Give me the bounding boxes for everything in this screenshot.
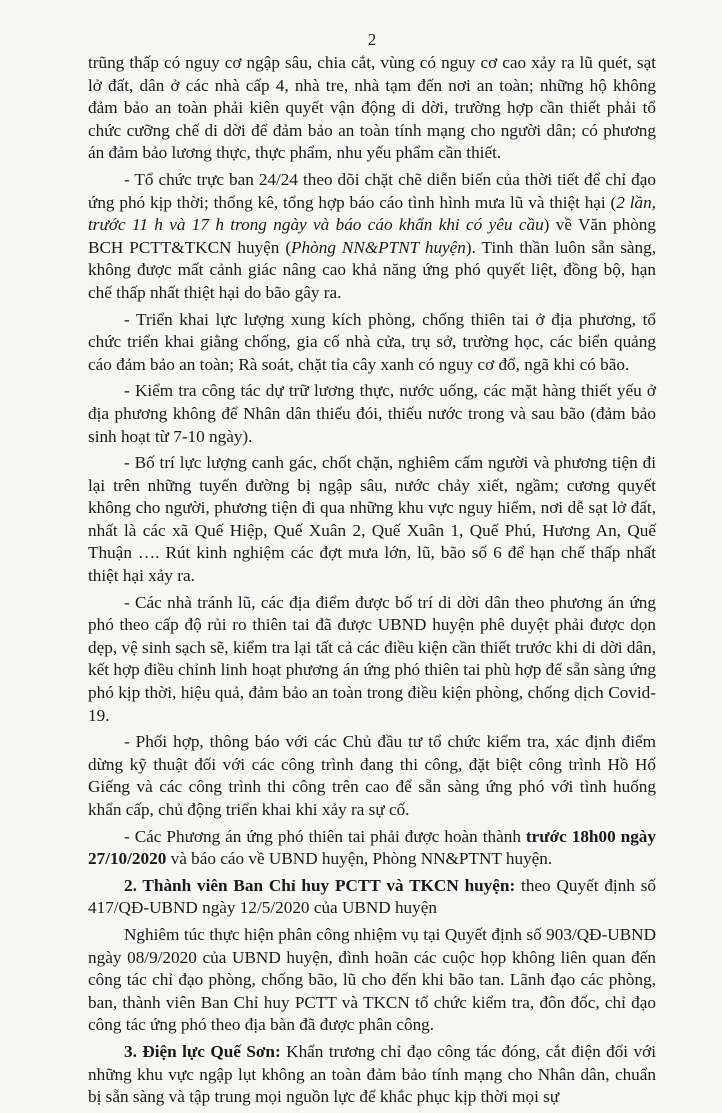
paragraph-text: trũng thấp có nguy cơ ngập sâu, chia cắt, vùng có nguy cơ cao xảy ra lũ quét, sạt lở đất, dân ở các nhà cấp 4, nhà tre, nhà tạm đến nơi an toàn; những hộ không đảm bảo an toàn phải kiên quyết vận động di dời, trường hợp cần thiết phải tổ chức cưỡng chế di dời để đảm bảo an toàn tính mạng cho người dân; có phương án đảm bảo lương thực, thực phẩm, nhu yếu phẩm cần thiết. xyxy=(88,53,656,163)
paragraph-duty-watch xyxy=(88,169,656,305)
paragraph-shelters xyxy=(88,592,656,728)
bold-deadline: trước 18h00 ngày 27/10/2020 xyxy=(88,826,656,869)
paragraph-text: - Triển khai lực lượng xung kích phòng, chống thiên tai ở địa phương, tổ chức triển khai giằng chống, gia cố nhà cửa, trụ sở, trường học, các biển quảng cáo đảm bảo an toàn; Rà soát, chặt tỉa cây xanh có nguy cơ đổ, ngã khi có bão. xyxy=(88,309,656,374)
paragraph-text: - Phối hợp, thông báo với các Chủ đầu tư tổ chức kiểm tra, xác định điểm dừng kỹ thuật đối với các công trình đang thi công, đặt biệt công trình Hồ Hố Giếng và các công trình thi công trên cao để sẵn sàng ứng phó với tình huống khẩn cấp, chủ động triển khai khi xảy ra sự cố. xyxy=(88,732,656,819)
paragraph-text: ) về Văn phòng BCH PCTT&TKCN huyện ( xyxy=(88,215,656,257)
paragraph-construction xyxy=(88,731,656,821)
paragraph-text: theo Quyết định số 417/QĐ-UBND ngày 12/5/2020 của UBND huyện xyxy=(88,875,656,918)
paragraph-text: và báo cáo về UBND huyện, Phòng NN&PTNT huyện. xyxy=(166,849,553,869)
document-page xyxy=(88,30,656,1113)
paragraph-assignments xyxy=(88,924,656,1037)
italic-text: 2 lần, trước 11 h và 17 h trong ngày và báo cáo khẩn khi có yêu cầu xyxy=(88,192,656,235)
paragraph-text: Nghiêm túc thực hiện phân công nhiệm vụ tại Quyết định số 903/QĐ-UBND ngày 08/9/2020 của UBND huyện, đình hoãn các cuộc họp không liên quan đến công tác chỉ đạo phòng, chống bão, lũ cho đến khi bão tan. Lãnh đạo các phòng, ban, thành viên Ban Chỉ huy PCTT và TKCN tổ chức kiểm tra, đôn đốc, chỉ đạo công tác ứng phó theo địa bàn đã được phân công. xyxy=(88,924,656,1035)
paragraph-shock-force xyxy=(88,309,656,377)
paragraph-text: - Kiểm tra công tác dự trữ lương thực, nước uống, các mặt hàng thiết yếu ở địa phương không để Nhân dân thiếu đói, thiếu nước trong và sau bão (đảm bảo sinh hoạt từ 7-10 ngày). xyxy=(88,381,656,446)
paragraph-deadline xyxy=(88,826,656,871)
section-heading: 3. Điện lực Quế Sơn: xyxy=(124,1041,281,1061)
paragraph-reserves xyxy=(88,380,656,448)
paragraph-text: - Bố trí lực lượng canh gác, chốt chặn, nghiêm cấm người và phương tiện đi lại trên những tuyến đường bị ngập sâu, nước chảy xiết, ngầm; cương quyết không cho người, phương tiện đi qua những khu vực nguy hiểm, nơi dễ sạt lở đất, nhất là các xã Quế Hiệp, Quế Xuân 2, Quế Xuân 1, Quế Phú, Hương An, Quế Thuận …. Rút kinh nghiệm các đợt mưa lớn, lũ, bão số 6 để hạn chế thấp nhất thiệt hại xảy ra. xyxy=(88,453,656,586)
section-heading: 2. Thành viên Ban Chỉ huy PCTT và TKCN huyện: xyxy=(124,875,516,895)
paragraph-text: - Các nhà tránh lũ, các địa điểm được bố trí di dời dân theo phương án ứng phó theo cấp độ rủi ro thiên tai đã được UBND huyện phê duyệt phải được dọn dẹp, vệ sinh sạch sẽ, kiểm tra lại tất cả các điều kiện cần thiết trước khi di dời dân, kết hợp điều chỉnh linh hoạt phương án ứng phó thiên tai phù hợp để sẵn sàng ứng phó kịp thời, hiệu quả, đảm bảo an toàn trong điều kiện phòng, chống dịch Covid-19. xyxy=(88,592,656,725)
page-number: 2 xyxy=(367,30,377,49)
paragraph-text: - Các Phương án ứng phó thiên tai phải được hoàn thành xyxy=(124,826,526,846)
paragraph-text: - Tổ chức trực ban 24/24 theo dõi chặt chẽ diễn biến của thời tiết để chỉ đạo ứng phó kịp thời; thống kê, tổng hợp báo cáo tình hình mưa lũ và thiệt hại ( xyxy=(88,169,656,212)
paragraph-evacuation xyxy=(88,52,656,165)
paragraph-text: Khẩn trương chỉ đạo công tác đóng, cắt điện đối với những khu vực ngập lụt không an toàn đảm bảo tính mạng cho Nhân dân, chuẩn bị sẵn sàng và tập trung mọi nguồn lực để khắc phục kịp thời mọi sự xyxy=(88,1041,656,1107)
paragraph-text: ). Tinh thần luôn sẵn sàng, không được mất cảnh giác nâng cao khả năng ứng phó quyết liệt, đồng bộ, hạn chế thấp nhất thiệt hại do bão gây ra. xyxy=(88,237,656,302)
italic-text: Phòng NN&PTNT huyện xyxy=(291,237,466,257)
section-2 xyxy=(88,875,656,920)
paragraph-checkpoints xyxy=(88,452,656,588)
section-3 xyxy=(88,1041,656,1109)
